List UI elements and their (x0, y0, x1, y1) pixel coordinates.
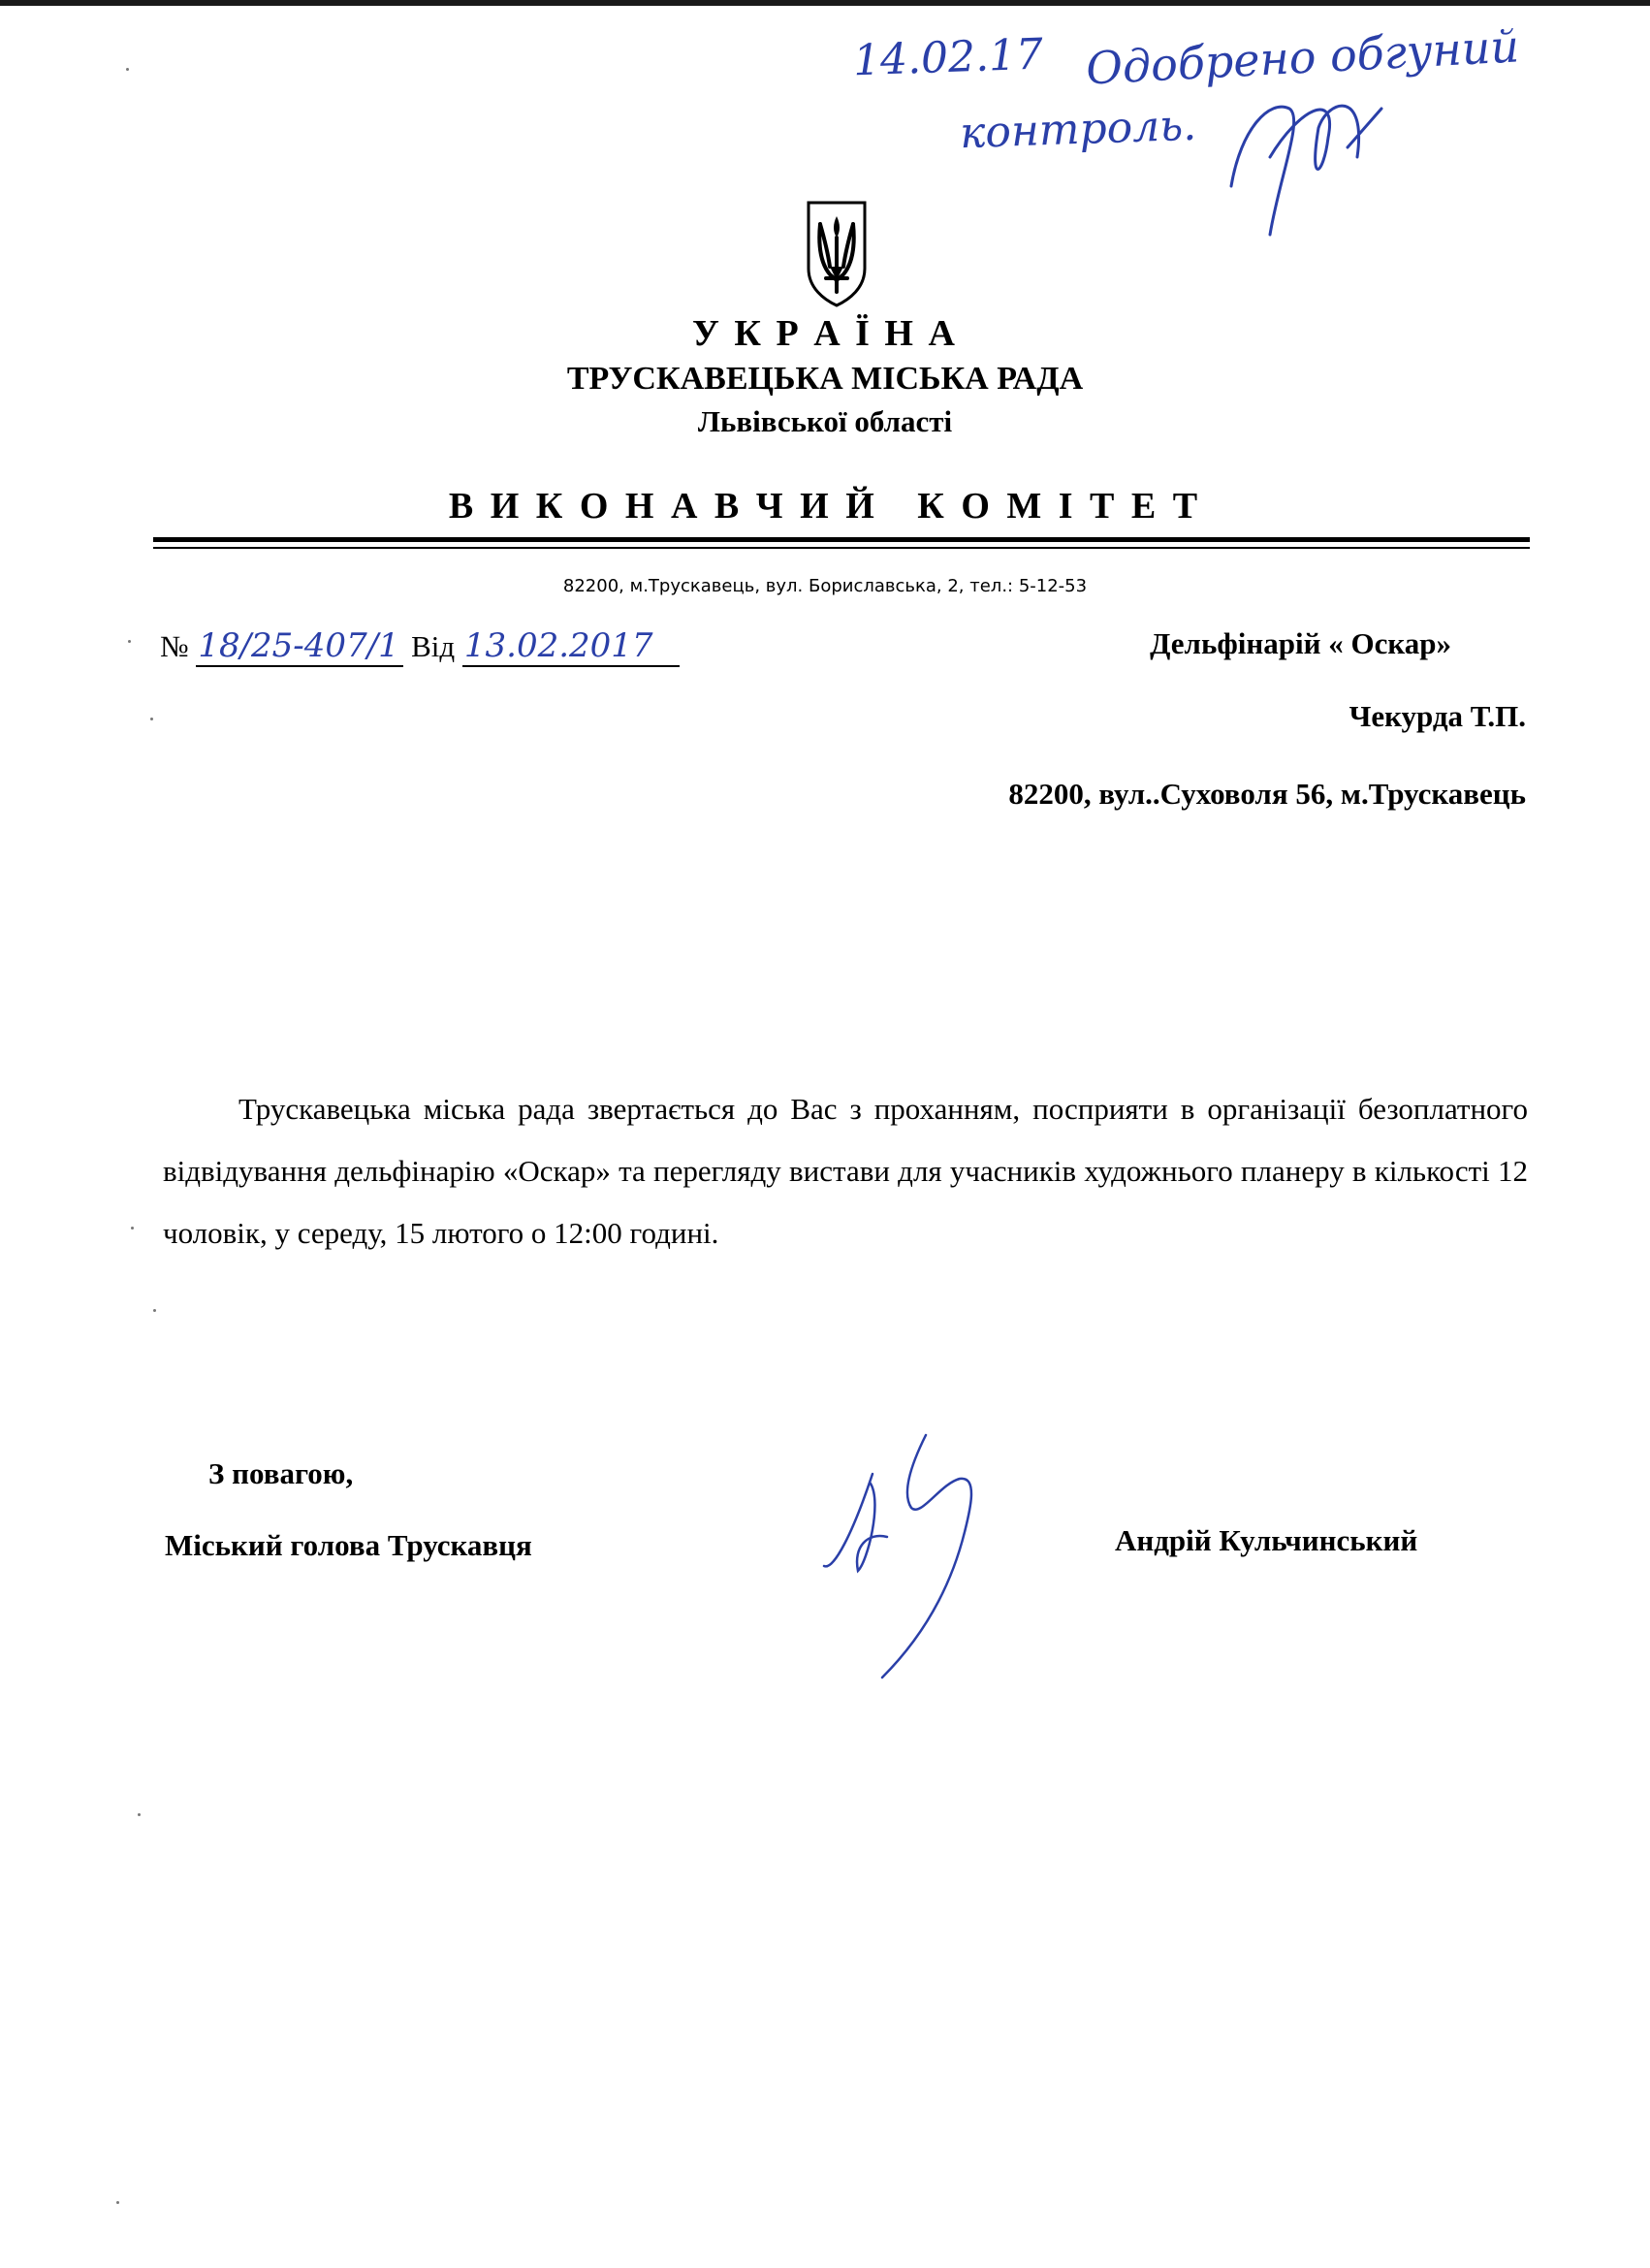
signer-position: Міський голова Трускавця (165, 1528, 532, 1562)
scan-speck (131, 1227, 134, 1230)
recipient-org: Дельфінарій « Оскар» (1150, 626, 1451, 660)
reference-date-label: Від (411, 629, 456, 663)
signature-mark (814, 1425, 1047, 1687)
reference-number-label: № (160, 629, 189, 663)
reference-line (160, 626, 680, 667)
letter-paragraph: Трускавецька міська рада звертається до Вас з проханням, посприяти в організації безоплатного відвідування дельфінарію «Оскар» та перегляду вистави для учасників художнього планеру в кількості 12 чоловік, у середу, 15 лютого о 12:00 годині. (163, 1092, 1528, 1250)
annotation-line2: контроль. (959, 100, 1197, 159)
annotation (852, 19, 1532, 225)
region-heading: Львівської області (697, 404, 953, 438)
recipient-person: Чекурда Т.П. (1349, 699, 1526, 733)
annotation-initials (1212, 70, 1406, 244)
scan-speck (138, 1813, 141, 1816)
signer-name: Андрій Кульчинський (1115, 1523, 1418, 1557)
scan-speck (126, 68, 129, 71)
header-rule-thin (153, 547, 1530, 549)
scan-edge (0, 0, 1650, 6)
country-heading: У К Р А Ї Н А (692, 313, 958, 354)
scan-speck (153, 1309, 156, 1312)
trident-coat-of-arms-icon (803, 199, 871, 307)
closing-text: З повагою, (208, 1456, 354, 1490)
reference-number-value: 18/25-407/1 (196, 626, 403, 667)
committee-address: 82200, м.Трускавець, вул. Бориславська, 2, тел.: 5-12-53 (562, 576, 1088, 596)
annotation-date: 14.02.17 (852, 29, 1044, 86)
recipient-address: 82200, вул..Суховоля 56, м.Трускавець (1008, 777, 1526, 811)
header-rule-thick (153, 537, 1530, 542)
scan-speck (150, 718, 153, 720)
council-heading: ТРУСКАВЕЦЬКА МІСЬКА РАДА (566, 361, 1084, 397)
scan-speck (128, 640, 131, 643)
letter-body (163, 1078, 1528, 1264)
committee-heading: В И К О Н А В Ч И Й К О М І Т Е Т (448, 486, 1202, 527)
reference-date-value: 13.02.2017 (462, 626, 680, 667)
scan-speck (116, 2201, 119, 2204)
annotation-line1: Одобрено обгуний (1084, 19, 1521, 95)
